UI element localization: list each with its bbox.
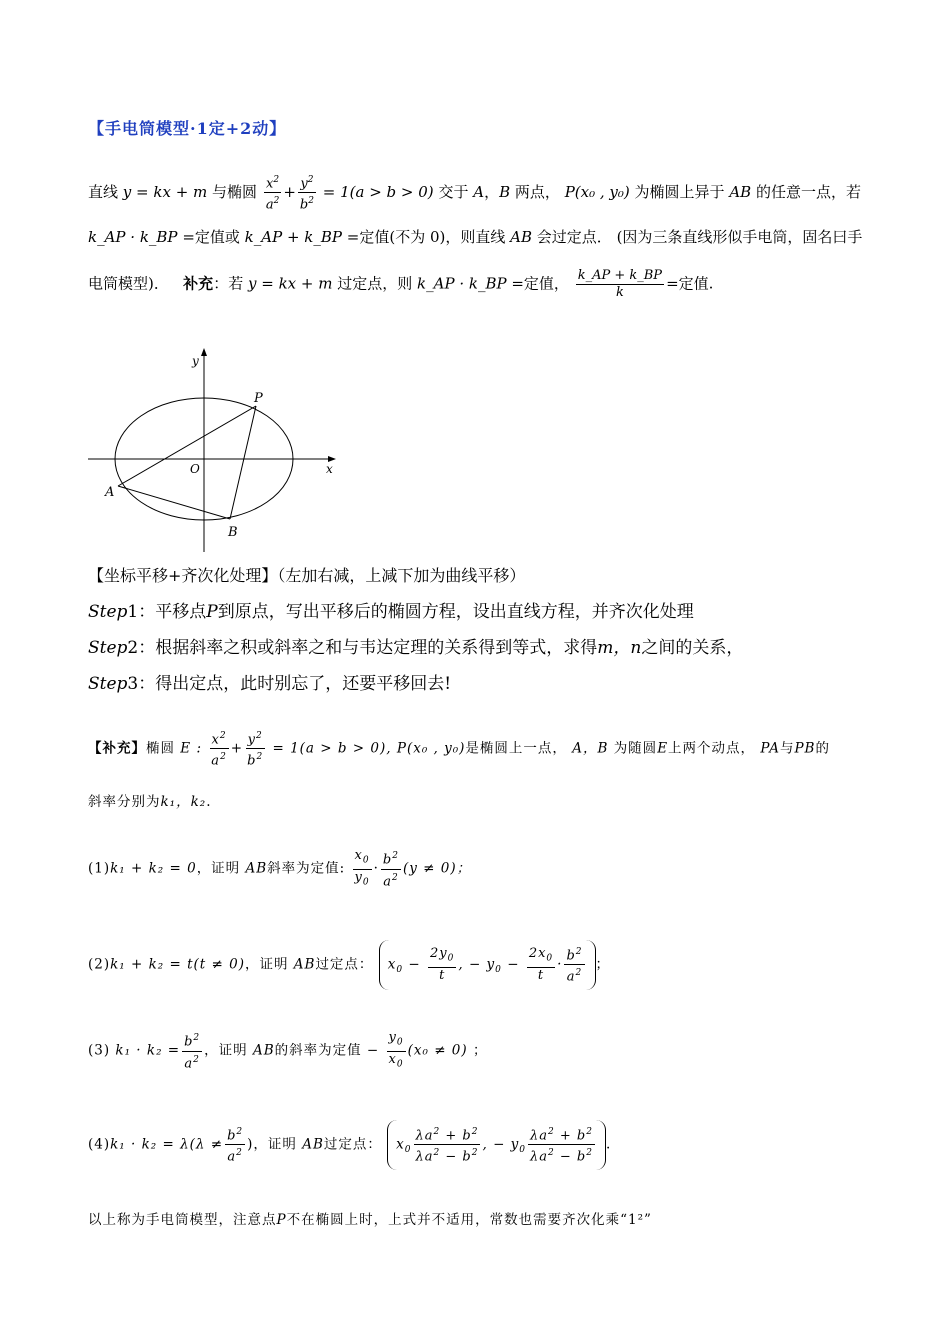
origin-label: O	[190, 462, 200, 476]
b-label: B	[228, 525, 238, 540]
y-axis-label: y	[192, 354, 199, 368]
step-2: Step2：根据斜率之积或斜率之和与韦达定理的关系得到等式，求得m，n之间的关系，	[88, 638, 744, 658]
intro-text: 会过定点． (因为三条直线形似手电筒，固名曰手	[536, 228, 863, 246]
page-title: 【手电筒模型·1定+2动】	[88, 119, 287, 138]
intro-text: 电筒模型)．	[88, 274, 169, 293]
intro-text: 过定点，则	[337, 274, 413, 293]
intro-text: 为椭圆上异于	[634, 182, 725, 201]
intro-text: 与椭圆	[212, 182, 258, 201]
section-heading: 【坐标平移+齐次化处理】（左加右减，上减下加为曲线平移）	[88, 566, 526, 585]
footer-note: 以上称为手电筒模型，注意点P不在椭圆上时，上式并不适用，常数也需要齐次化乘“1²”	[88, 1212, 652, 1228]
slope-product: k_AP · k_BP	[88, 228, 178, 246]
step-3: Step3：得出定点，此时别忘了，还要平移回去!	[88, 674, 452, 694]
intro-text: 两点，	[514, 182, 560, 201]
line-equation: y = kx + m	[247, 274, 333, 293]
line-equation: y = kx + m	[122, 182, 208, 201]
segment-ab: AB	[729, 182, 752, 201]
supplement-line-2: 斜率分别为k₁，k₂.	[88, 794, 212, 810]
slope-product: k_AP · k_BP	[417, 274, 507, 293]
ellipse-x-term: $\frac{x^2}{a^2}$	[264, 172, 282, 214]
item-1: (1)k₁ + k₂ = 0，证明 AB斜率为定值: $\frac{x_0}{y_0}$ · $\frac{b^2}{a^2}$ (y ≠ 0)；	[88, 848, 472, 889]
p-label: P	[254, 391, 263, 406]
comma: ，	[484, 182, 500, 201]
slope-ratio: $\frac{k\_AP + k\_BP}{k}$	[577, 268, 663, 300]
supplement-label: 补充	[183, 274, 214, 293]
supplement-line-1: 【补充】椭圆 E : $\frac{x^2}{a^2}$ + $\frac{y^2}{b^2}$ = 1(a > b > 0), P(x₀ , y₀)是椭圆上一点， A，B 为随圆E上两个动点， PA与PB的	[88, 728, 830, 770]
ellipse-equation: = 1(a > b > 0)	[322, 182, 434, 201]
intro-text: 直线	[88, 182, 119, 201]
intro-text: ：若	[213, 274, 244, 293]
item-4: (4)k₁ · k₂ = λ(λ ≠ $\frac{b^2}{a^2}$ )，证明 AB过定点： $x_0$ $\frac{\lambda a^2 + b^2}{\lambda a^2 - b^2}$ , − $y_0$ $\frac{\lambda a^2 + b^2}{\lambda a^2 - b^2}$ .	[88, 1120, 611, 1170]
intro-text: 交于	[438, 182, 469, 201]
intro-text: =定值，	[511, 274, 569, 293]
item-3: (3) k₁ · k₂ = $\frac{b^2}{a^2}$ ，证明 AB的斜率为定值 − $\frac{y_0}{x_0}$ (x₀ ≠ 0) ；	[88, 1030, 488, 1071]
point-p: P(x₀ , y₀)	[564, 182, 630, 201]
point-b: B	[499, 182, 511, 201]
intro-text: =定值或	[182, 228, 240, 246]
ellipse-y-term: $\frac{y^2}{b^2}$	[298, 172, 316, 214]
intro-text: =定值(不为 0)，则直线	[346, 228, 506, 246]
item-2: (2)k₁ + k₂ = t(t ≠ 0)，证明 AB过定点： $x_0$ − $\frac{2y_0}{t}$ , − $y_0$ − $\frac{2x_0}{t}$ · $\frac{b^2}{a^2}$ ；	[88, 940, 610, 990]
ellipse-figure	[80, 340, 350, 555]
intro-line-1: 直线 y = kx + m 与椭圆 $\frac{x^2}{a^2}$ + $\frac{y^2}{b^2}$ = 1(a > b > 0) 交于 A，B 两点， P(x₀ , y₀) 为椭圆上异于 AB 的任意一点，若	[88, 172, 861, 214]
a-label: A	[105, 485, 115, 500]
segment-ab: AB	[510, 228, 533, 246]
slope-sum: k_AP + k_BP	[244, 228, 342, 246]
x-axis-label: x	[326, 462, 333, 476]
step-1: Step1：平移点P到原点，写出平移后的椭圆方程，设出直线方程，并齐次化处理	[88, 602, 694, 622]
intro-text: =定值.	[666, 274, 714, 293]
intro-line-3	[88, 268, 713, 301]
intro-text: 的任意一点，若	[755, 182, 861, 201]
point-a: A	[473, 182, 485, 201]
intro-line-2	[88, 226, 862, 248]
